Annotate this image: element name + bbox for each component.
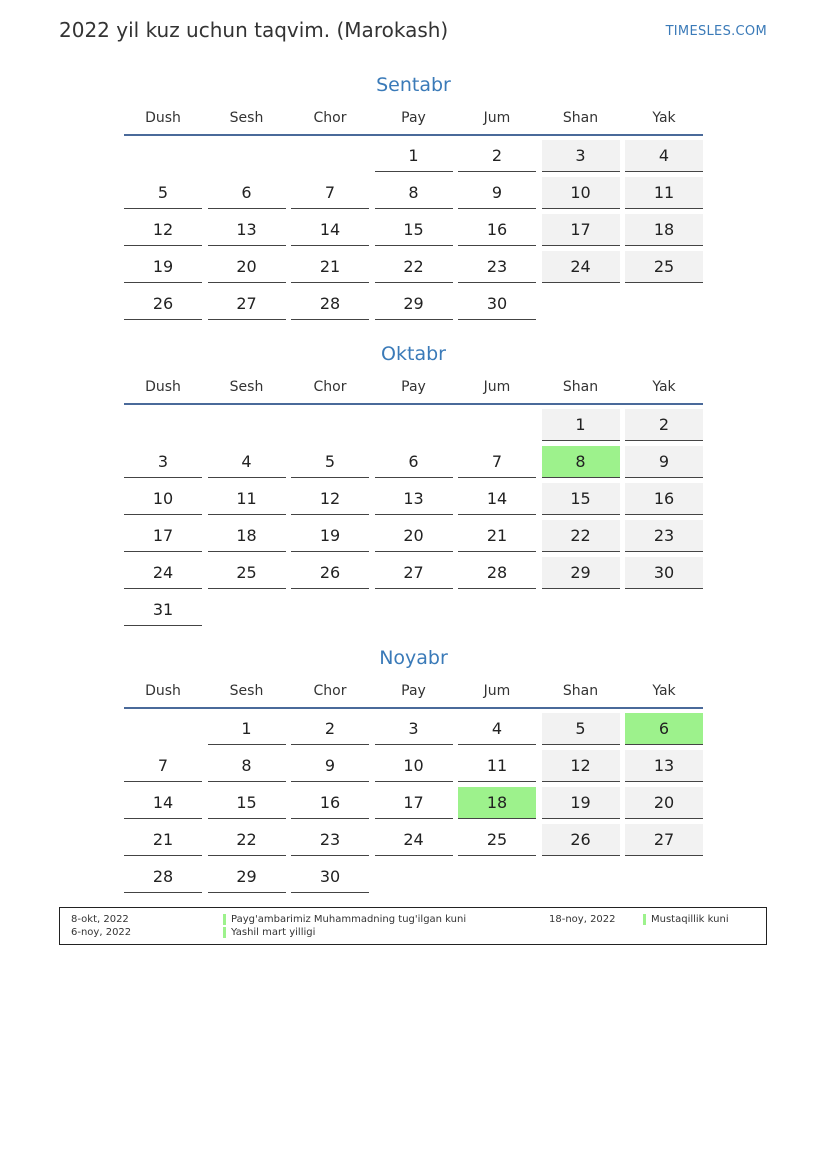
day-cell: 21	[291, 251, 369, 283]
day-cell: 31	[124, 594, 202, 626]
empty-cell	[458, 594, 536, 625]
day-cell: 28	[124, 861, 202, 893]
legend-name: Yashil mart yilligi	[231, 927, 316, 938]
empty-cell	[625, 594, 703, 625]
day-cell: 12	[124, 214, 202, 246]
day-cell: 2	[625, 409, 703, 441]
day-cell: 18	[458, 787, 536, 819]
empty-cell	[375, 861, 453, 892]
day-cell: 3	[542, 140, 620, 172]
day-cell: 27	[375, 557, 453, 589]
weekday-label: Pay	[401, 683, 426, 699]
legend-name: Payg'ambarimiz Muhammadning tug'ilgan kuni	[231, 914, 467, 925]
weekday-label: Yak	[652, 379, 676, 395]
day-cell: 29	[208, 861, 286, 893]
weekday-header	[124, 369, 703, 405]
day-cell: 26	[291, 557, 369, 589]
holiday-marker-icon	[223, 927, 226, 938]
day-cell: 24	[375, 824, 453, 856]
day-cell: 13	[208, 214, 286, 246]
day-cell: 15	[542, 483, 620, 515]
day-cell: 3	[124, 446, 202, 478]
day-cell: 28	[458, 557, 536, 589]
day-cell: 17	[542, 214, 620, 246]
day-cell: 16	[291, 787, 369, 819]
weekday-label: Shan	[562, 683, 599, 699]
weekday-header	[124, 673, 703, 709]
weekday-label: Pay	[401, 379, 426, 395]
empty-cell	[458, 861, 536, 892]
day-cell: 14	[124, 787, 202, 819]
day-cell: 18	[208, 520, 286, 552]
empty-cell	[208, 409, 286, 440]
day-cell: 18	[625, 214, 703, 246]
empty-cell	[625, 861, 703, 892]
day-cell: 8	[542, 446, 620, 478]
empty-cell	[124, 409, 202, 440]
day-cell: 5	[124, 177, 202, 209]
day-cell: 12	[542, 750, 620, 782]
day-cell: 7	[124, 750, 202, 782]
month-0	[124, 70, 703, 325]
day-cell: 30	[458, 288, 536, 320]
day-cell: 28	[291, 288, 369, 320]
day-cell: 2	[458, 140, 536, 172]
day-cell: 3	[375, 713, 453, 745]
day-cell: 11	[458, 750, 536, 782]
day-cell: 24	[542, 251, 620, 283]
month-2	[124, 643, 703, 898]
day-cell: 25	[208, 557, 286, 589]
weekday-label: Dush	[145, 379, 181, 395]
day-cell: 22	[375, 251, 453, 283]
empty-cell	[124, 140, 202, 171]
weekday-label: Jum	[483, 683, 511, 699]
day-cell: 7	[291, 177, 369, 209]
empty-cell	[124, 713, 202, 744]
empty-cell	[208, 140, 286, 171]
weekday-label: Sesh	[229, 110, 264, 126]
day-cell: 8	[375, 177, 453, 209]
day-cell: 26	[124, 288, 202, 320]
empty-cell	[291, 594, 369, 625]
empty-cell	[625, 288, 703, 319]
day-cell: 5	[291, 446, 369, 478]
empty-cell	[458, 409, 536, 440]
day-cell: 29	[375, 288, 453, 320]
day-cell: 1	[208, 713, 286, 745]
holiday-legend	[59, 907, 767, 945]
day-cell: 9	[625, 446, 703, 478]
weekday-label: Jum	[483, 379, 511, 395]
day-cell: 19	[291, 520, 369, 552]
day-cell: 23	[625, 520, 703, 552]
day-cell: 21	[458, 520, 536, 552]
weekday-label: Shan	[562, 110, 599, 126]
empty-cell	[291, 140, 369, 171]
weekday-label: Sesh	[229, 683, 264, 699]
legend-date: 8-okt, 2022	[71, 914, 129, 925]
day-cell: 10	[542, 177, 620, 209]
day-cell: 19	[542, 787, 620, 819]
day-cell: 6	[375, 446, 453, 478]
legend-item	[60, 913, 766, 926]
weekday-label: Jum	[483, 110, 511, 126]
day-cell: 12	[291, 483, 369, 515]
day-cell: 10	[124, 483, 202, 515]
empty-cell	[208, 594, 286, 625]
weekday-label: Shan	[562, 379, 599, 395]
day-cell: 27	[625, 824, 703, 856]
day-cell: 4	[625, 140, 703, 172]
day-cell: 16	[458, 214, 536, 246]
empty-cell	[542, 288, 620, 319]
day-cell: 1	[375, 140, 453, 172]
day-cell: 23	[458, 251, 536, 283]
site-link[interactable]: TIMESLES.COM	[665, 24, 767, 39]
day-cell: 30	[291, 861, 369, 893]
weekday-label: Chor	[313, 683, 347, 699]
day-cell: 24	[124, 557, 202, 589]
day-cell: 20	[625, 787, 703, 819]
day-cell: 25	[458, 824, 536, 856]
day-cell: 11	[625, 177, 703, 209]
empty-cell	[542, 861, 620, 892]
day-cell: 14	[291, 214, 369, 246]
day-cell: 20	[375, 520, 453, 552]
day-cell: 11	[208, 483, 286, 515]
day-cell: 23	[291, 824, 369, 856]
day-cell: 6	[625, 713, 703, 745]
day-cell: 5	[542, 713, 620, 745]
day-cell: 16	[625, 483, 703, 515]
day-cell: 1	[542, 409, 620, 441]
empty-cell	[291, 409, 369, 440]
page-title: 2022 yil kuz uchun taqvim. (Marokash)	[59, 18, 449, 42]
holiday-marker-icon	[643, 914, 646, 925]
empty-cell	[375, 409, 453, 440]
day-cell: 25	[625, 251, 703, 283]
day-cell: 14	[458, 483, 536, 515]
day-cell: 17	[124, 520, 202, 552]
empty-cell	[542, 594, 620, 625]
day-cell: 13	[625, 750, 703, 782]
day-cell: 22	[542, 520, 620, 552]
day-cell: 15	[208, 787, 286, 819]
legend-date: 6-noy, 2022	[71, 927, 132, 938]
day-cell: 7	[458, 446, 536, 478]
weekday-label: Sesh	[229, 379, 264, 395]
legend-name: Mustaqillik kuni	[651, 914, 729, 925]
day-cell: 21	[124, 824, 202, 856]
day-cell: 9	[291, 750, 369, 782]
day-cell: 27	[208, 288, 286, 320]
day-cell: 13	[375, 483, 453, 515]
weekday-label: Pay	[401, 110, 426, 126]
weekday-header	[124, 100, 703, 136]
month-name: Oktabr	[381, 343, 446, 365]
day-cell: 4	[208, 446, 286, 478]
legend-item	[60, 926, 766, 939]
day-grid	[124, 140, 703, 325]
day-cell: 2	[291, 713, 369, 745]
day-cell: 22	[208, 824, 286, 856]
day-cell: 30	[625, 557, 703, 589]
weekday-label: Chor	[313, 379, 347, 395]
day-grid	[124, 713, 703, 898]
day-cell: 6	[208, 177, 286, 209]
day-cell: 4	[458, 713, 536, 745]
empty-cell	[375, 594, 453, 625]
day-cell: 15	[375, 214, 453, 246]
day-cell: 19	[124, 251, 202, 283]
month-name: Sentabr	[376, 74, 451, 96]
day-cell: 17	[375, 787, 453, 819]
day-cell: 10	[375, 750, 453, 782]
day-grid	[124, 409, 703, 631]
day-cell: 26	[542, 824, 620, 856]
weekday-label: Dush	[145, 683, 181, 699]
month-1	[124, 339, 703, 631]
weekday-label: Chor	[313, 110, 347, 126]
day-cell: 9	[458, 177, 536, 209]
weekday-label: Yak	[652, 683, 676, 699]
day-cell: 20	[208, 251, 286, 283]
day-cell: 29	[542, 557, 620, 589]
weekday-label: Dush	[145, 110, 181, 126]
legend-date: 18-noy, 2022	[549, 914, 616, 925]
day-cell: 8	[208, 750, 286, 782]
weekday-label: Yak	[652, 110, 676, 126]
month-name: Noyabr	[379, 647, 448, 669]
